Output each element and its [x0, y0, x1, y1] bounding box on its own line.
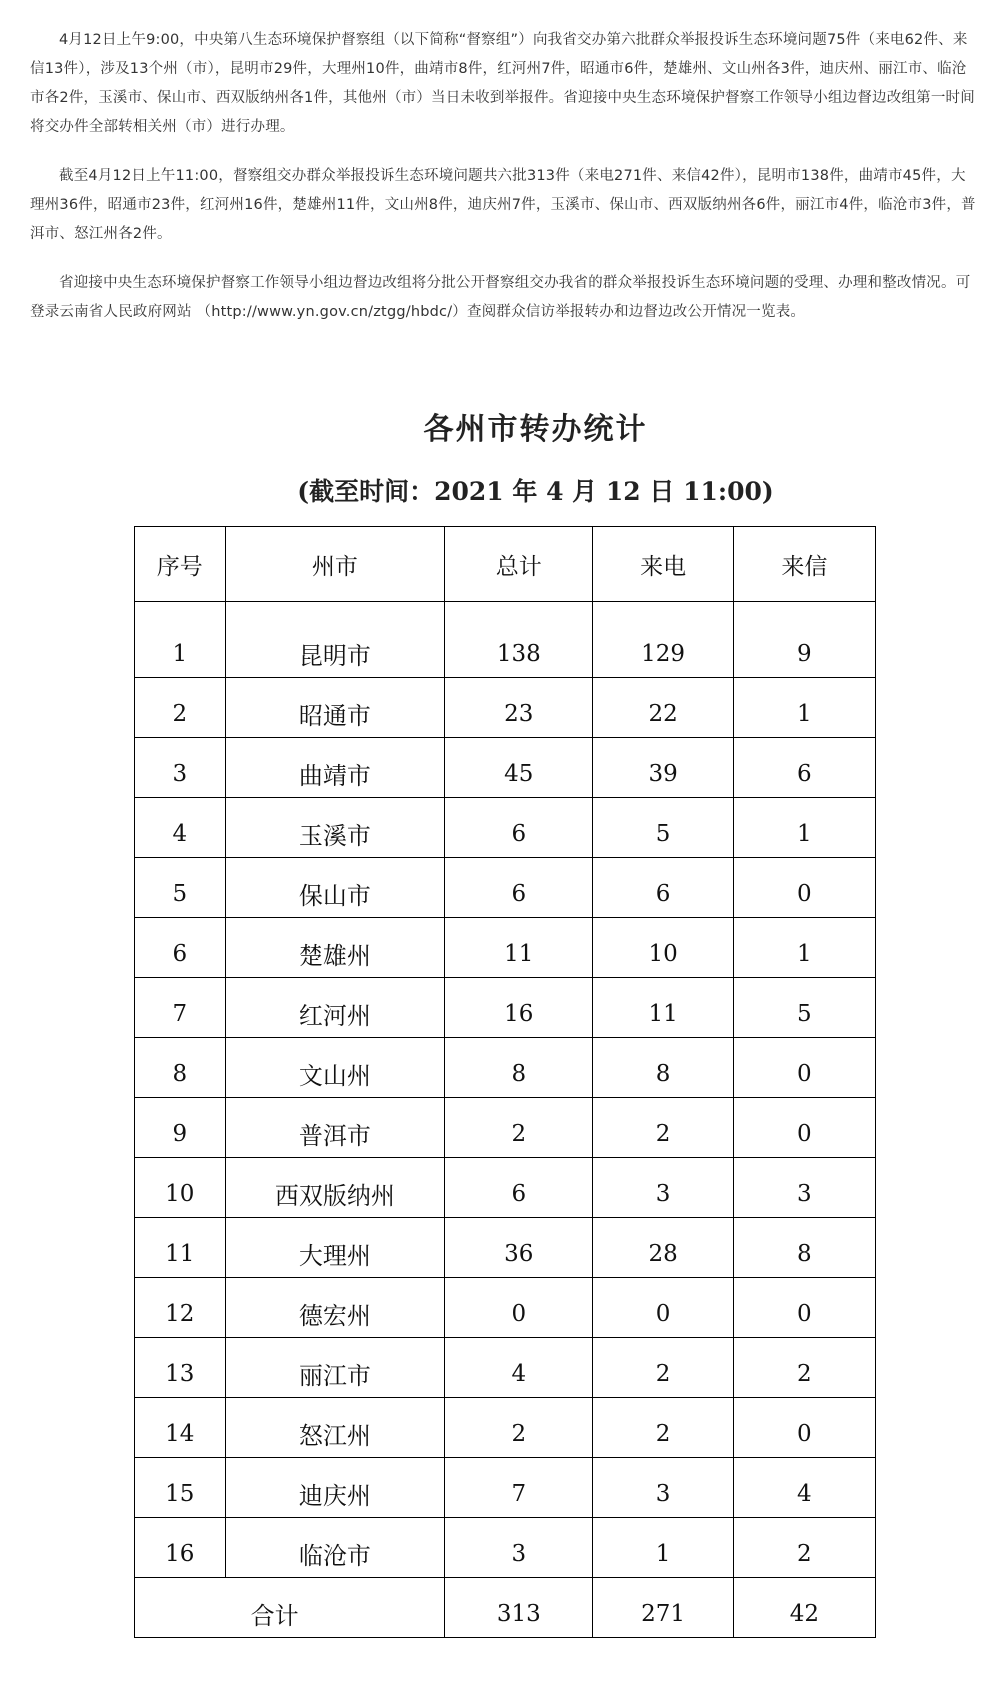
table-row: [135, 1278, 876, 1338]
row-city: 昭通市: [225, 678, 445, 738]
row-city: 曲靖市: [225, 738, 445, 798]
row-letter: 4: [733, 1458, 875, 1518]
row-phone: 39: [593, 738, 733, 798]
paragraph-1: 4月12日上午9:00，中央第八生态环境保护督察组（以下简称“督察组”）向我省交办第六批群众举报投诉生态环境问题75件（来电62件、来信13件），涉及13个州（市），昆明市29件，大理州10件，曲靖市8件，红河州7件，昭通市6件，楚雄州、文山州各3件，迪庆州、丽江市、临沧市各2件，玉溪市、保山市、西双版纳州各1件，其他州（市）当日未收到举报件。省迎接中央生态环境保护督察工作领导小组边督边改组第一时间将交办件全部转相关州（市）进行办理。: [30, 32, 975, 135]
row-phone: 129: [593, 602, 733, 678]
row-letter: 2: [733, 1338, 875, 1398]
row-city: 迪庆州: [225, 1458, 445, 1518]
table-total-row: [135, 1578, 876, 1638]
row-phone: 2: [593, 1338, 733, 1398]
header-city: 州市: [225, 527, 445, 602]
row-city: 临沧市: [225, 1518, 445, 1578]
row-letter: 1: [733, 918, 875, 978]
row-city: 昆明市: [225, 602, 445, 678]
header-phone: 来电: [593, 527, 733, 602]
row-city: 怒江州: [225, 1398, 445, 1458]
row-city: 德宏州: [225, 1278, 445, 1338]
row-index: 10: [135, 1158, 226, 1218]
row-index: 1: [135, 602, 226, 678]
row-letter: 1: [733, 798, 875, 858]
total-phone: 271: [593, 1578, 733, 1638]
row-total: 6: [445, 798, 593, 858]
row-phone: 28: [593, 1218, 733, 1278]
row-city: 保山市: [225, 858, 445, 918]
row-city: 丽江市: [225, 1338, 445, 1398]
table-header-row: [135, 527, 876, 602]
row-index: 9: [135, 1098, 226, 1158]
row-total: 138: [445, 602, 593, 678]
header-index: 序号: [135, 527, 226, 602]
table-row: [135, 858, 876, 918]
row-total: 45: [445, 738, 593, 798]
row-index: 12: [135, 1278, 226, 1338]
table-row: [135, 602, 876, 678]
total-sum: 313: [445, 1578, 593, 1638]
table-body: [135, 602, 876, 1638]
row-total: 6: [445, 1158, 593, 1218]
row-total: 7: [445, 1458, 593, 1518]
row-letter: 0: [733, 858, 875, 918]
row-letter: 0: [733, 1398, 875, 1458]
row-index: 6: [135, 918, 226, 978]
row-letter: 5: [733, 978, 875, 1038]
row-phone: 22: [593, 678, 733, 738]
row-total: 16: [445, 978, 593, 1038]
row-index: 15: [135, 1458, 226, 1518]
row-city: 西双版纳州: [225, 1158, 445, 1218]
row-letter: 6: [733, 738, 875, 798]
table-row: [135, 678, 876, 738]
table-row: [135, 918, 876, 978]
table-row: [135, 1158, 876, 1218]
table-row: [135, 1098, 876, 1158]
row-city: 楚雄州: [225, 918, 445, 978]
total-label: 合计: [135, 1578, 445, 1638]
row-total: 4: [445, 1338, 593, 1398]
row-index: 4: [135, 798, 226, 858]
row-letter: 2: [733, 1518, 875, 1578]
row-phone: 10: [593, 918, 733, 978]
row-city: 大理州: [225, 1218, 445, 1278]
row-index: 5: [135, 858, 226, 918]
table-row: [135, 1518, 876, 1578]
row-letter: 1: [733, 678, 875, 738]
row-index: 8: [135, 1038, 226, 1098]
row-city: 文山州: [225, 1038, 445, 1098]
row-index: 13: [135, 1338, 226, 1398]
row-city: 红河州: [225, 978, 445, 1038]
header-letter: 来信: [733, 527, 875, 602]
row-index: 11: [135, 1218, 226, 1278]
row-letter: 0: [733, 1098, 875, 1158]
row-total: 0: [445, 1278, 593, 1338]
row-total: 36: [445, 1218, 593, 1278]
row-letter: 0: [733, 1278, 875, 1338]
row-phone: 2: [593, 1098, 733, 1158]
row-index: 2: [135, 678, 226, 738]
header-total: 总计: [445, 527, 593, 602]
row-phone: 11: [593, 978, 733, 1038]
row-index: 14: [135, 1398, 226, 1458]
row-total: 2: [445, 1098, 593, 1158]
row-city: 玉溪市: [225, 798, 445, 858]
row-phone: 1: [593, 1518, 733, 1578]
row-phone: 5: [593, 798, 733, 858]
statistics-figure: [0, 410, 1003, 1630]
figure-title: 各州市转办统计: [423, 412, 648, 447]
row-total: 6: [445, 858, 593, 918]
row-city: 普洱市: [225, 1098, 445, 1158]
row-phone: 0: [593, 1278, 733, 1338]
row-phone: 3: [593, 1158, 733, 1218]
table-row: [135, 798, 876, 858]
table-row: [135, 1338, 876, 1398]
row-phone: 8: [593, 1038, 733, 1098]
table-row: [135, 1458, 876, 1518]
figure-subtitle: (截至时间：2021 年 4 月 12 日 11:00): [297, 477, 774, 506]
table-row: [135, 978, 876, 1038]
row-total: 11: [445, 918, 593, 978]
row-index: 16: [135, 1518, 226, 1578]
row-letter: 3: [733, 1158, 875, 1218]
row-letter: 0: [733, 1038, 875, 1098]
row-phone: 3: [593, 1458, 733, 1518]
row-total: 23: [445, 678, 593, 738]
paragraph-3: 省迎接中央生态环境保护督察工作领导小组边督边改组将分批公开督察组交办我省的群众举报投诉生态环境问题的受理、办理和整改情况。可登录云南省人民政府网站 （http://www.yn.gov.cn/ztgg/hbdc/）查阅群众信访举报转办和边督边改公开情况一览表。: [30, 275, 971, 320]
table-row: [135, 1218, 876, 1278]
table-row: [135, 738, 876, 798]
row-letter: 9: [733, 602, 875, 678]
row-total: 3: [445, 1518, 593, 1578]
paragraph-2: 截至4月12日上午11:00，督察组交办群众举报投诉生态环境问题共六批313件（来电271件、来信42件），昆明市138件，曲靖市45件，大理州36件，昭通市23件，红河州16件，楚雄州11件，文山州8件，迪庆州7件，玉溪市、保山市、西双版纳州各6件，丽江市4件，临沧市3件，普洱市、怒江州各2件。: [30, 168, 976, 242]
row-phone: 2: [593, 1398, 733, 1458]
row-index: 7: [135, 978, 226, 1038]
table-row: [135, 1398, 876, 1458]
row-index: 3: [135, 738, 226, 798]
row-letter: 8: [733, 1218, 875, 1278]
row-total: 8: [445, 1038, 593, 1098]
statistics-table: [134, 526, 876, 1638]
row-total: 2: [445, 1398, 593, 1458]
row-phone: 6: [593, 858, 733, 918]
table-row: [135, 1038, 876, 1098]
total-letter: 42: [733, 1578, 875, 1638]
article-body: [30, 26, 978, 347]
